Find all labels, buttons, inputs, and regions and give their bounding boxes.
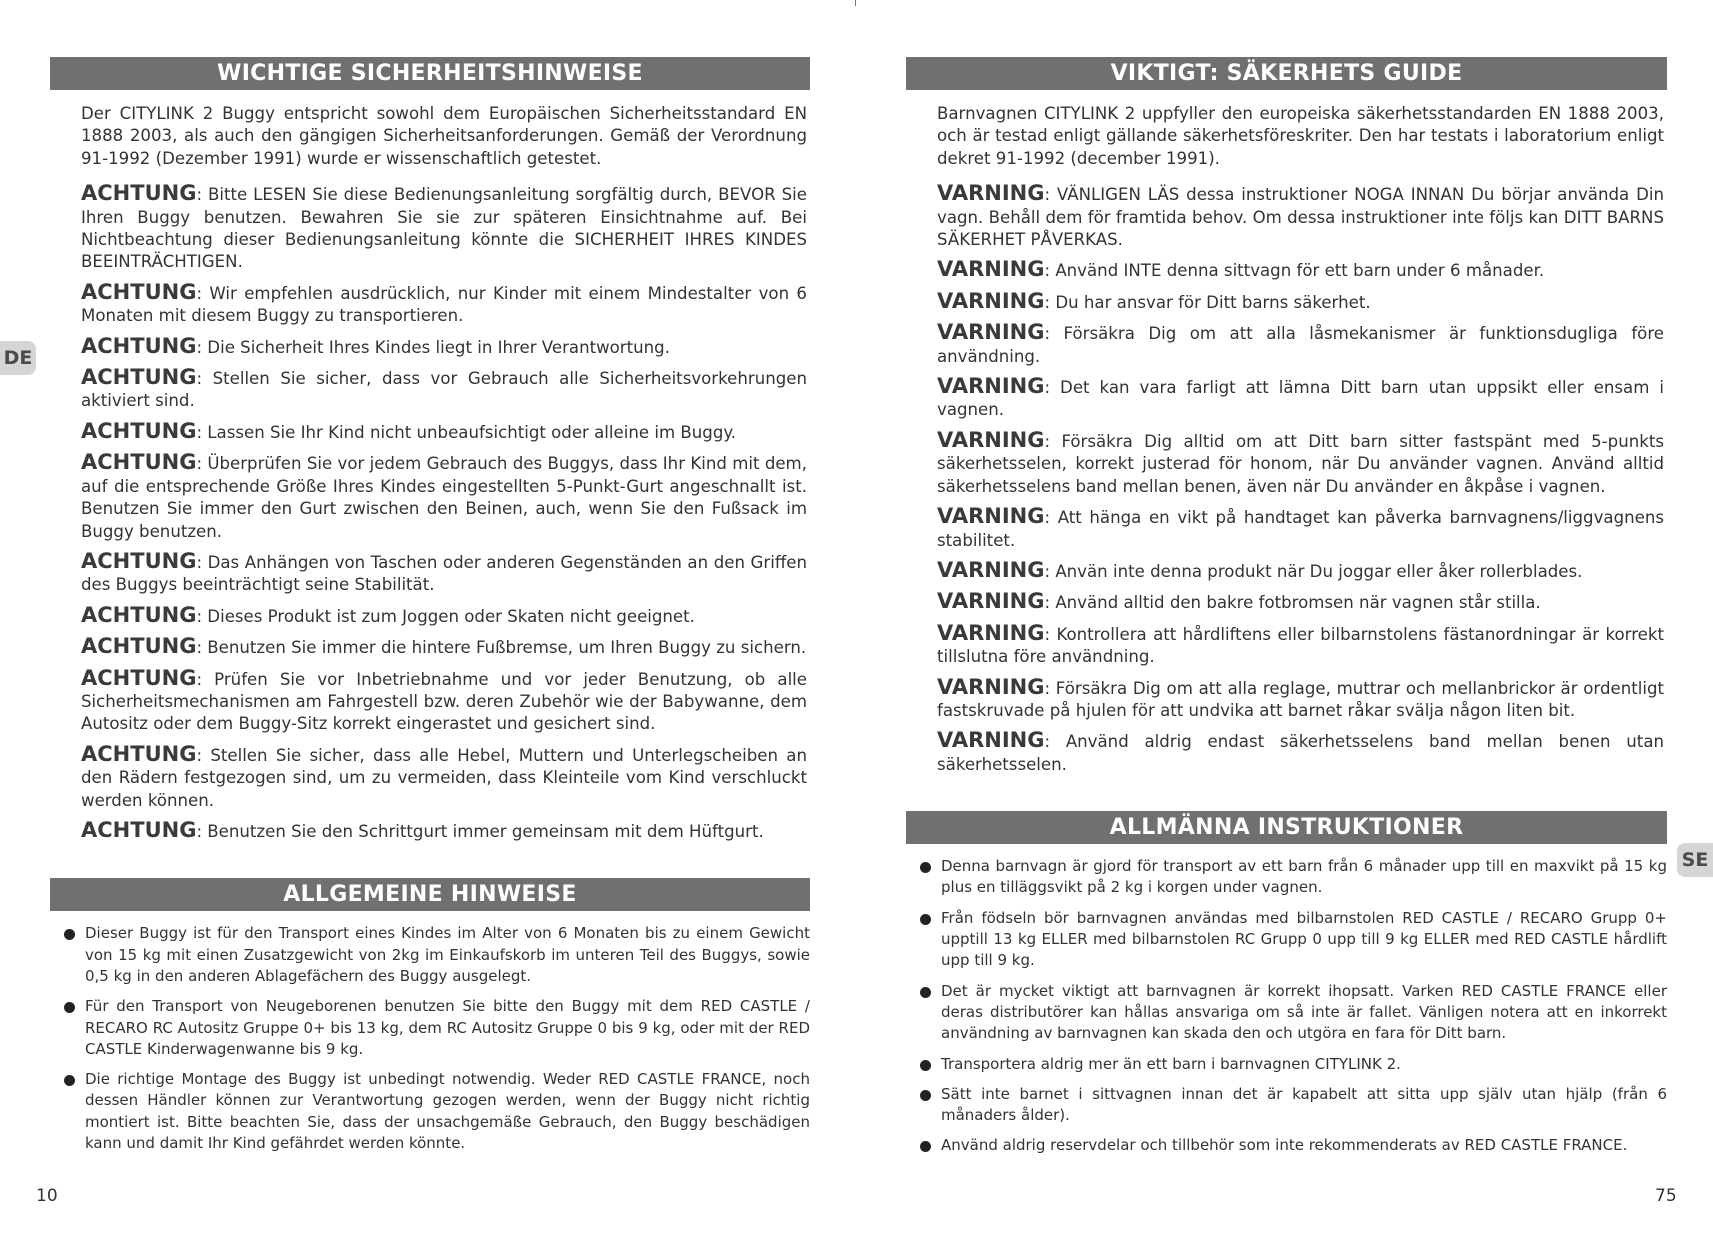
safety-content-de xyxy=(50,103,810,843)
bullet-icon xyxy=(920,1090,931,1101)
warning-item xyxy=(81,604,807,628)
warning-label: ACHTUNG xyxy=(81,279,197,304)
warning-text: : Det kan vara farligt att lämna Ditt barn utan uppsikt eller ensam i vagnen. xyxy=(937,378,1664,420)
warning-label: ACHTUNG xyxy=(81,634,197,659)
warning-text: : Använd alltid den bakre fotbromsen när vagnen står stilla. xyxy=(1044,593,1541,613)
warning-item xyxy=(937,505,1664,552)
warning-item xyxy=(81,819,807,843)
warning-text: : Försäkra Dig om att alla låsmekanismer är funktionsdugliga före användning. xyxy=(937,324,1664,366)
warning-text: : Kontrollera att hårdliftens eller bilbarnstolens fästanordningar är korrekt tillslutna före användning. xyxy=(937,624,1664,667)
general-header-de: ALLGEMEINE HINWEISE xyxy=(50,878,810,911)
warning-text: : Att hänga en vikt på handtaget kan påverka barnvagnens/liggvagnens stabilitet. xyxy=(937,508,1664,550)
bullet-icon xyxy=(64,929,75,940)
list-item xyxy=(64,1069,810,1154)
warning-text: : VÄNLIGEN LÄS dessa instruktioner NOGA INNAN Du börjar använda Din vagn. Behåll dem för framtida behov. Om dessa instruktioner inte följs kan DITT BARNS SÄKERHET PÅVERKAS. xyxy=(937,185,1664,250)
warning-text: : Stellen Sie sicher, dass vor Gebrauch alle Sicherheitsvorkehrungen aktiviert sind. xyxy=(81,369,807,411)
warning-text: : Das Anhängen von Taschen oder anderen Gegenständen an den Griffen des Buggys beeinträchtigt seine Stabilität. xyxy=(81,552,807,595)
list-item-text: Sätt inte barnet i sittvagnen innan det är kapabelt att sitta upp själv utan hjälp (från 6 månaders ålder). xyxy=(941,1084,1667,1125)
right-page-column xyxy=(906,57,1667,1166)
warning-item xyxy=(81,182,807,274)
bullet-icon xyxy=(920,1141,931,1152)
warning-text: : Försäkra Dig alltid om att Ditt barn sitter fastspänt med 5-punkts säkerhetsselen, korrekt justerad för honom, när Du använder vagnen. Använd alltid säkerhetsselens band mellan benen, även när Du använder en åkpåse i vagnen. xyxy=(937,431,1664,496)
bullet-icon xyxy=(64,1002,75,1013)
warning-text: : Använd INTE denna sittvagn för ett barn under 6 månader. xyxy=(1044,261,1545,281)
warning-text: : Überprüfen Sie vor jedem Gebrauch des Buggys, dass Ihr Kind mit dem, auf die entsprechende Größe Ihres Kindes eingestellten 5-Punkt-Gurt angeschnallt ist. Benutzen Sie immer den Gurt zwischen den Beinen, auch, wenn Sie den Fußsack im Buggy benutzen. xyxy=(81,454,807,541)
page-number-left: 10 xyxy=(36,1186,58,1206)
warning-item xyxy=(937,375,1664,422)
warning-label: ACHTUNG xyxy=(81,365,197,390)
warning-label: VARNING xyxy=(937,257,1045,282)
left-page-column xyxy=(50,57,810,1163)
warning-text: : Benutzen Sie den Schrittgurt immer gemeinsam mit dem Hüftgurt. xyxy=(196,821,764,841)
warning-item xyxy=(937,622,1664,669)
intro-paragraph-se: Barnvagnen CITYLINK 2 uppfyller den europeiska säkerhetsstandarden EN 1888 2003, och är testad enligt gällande säkerhetsföreskriter. Den har testats i laboratorium enligt dekret 91-1992 (december 1991). xyxy=(937,104,1664,168)
warning-label: VARNING xyxy=(937,674,1045,699)
warning-item xyxy=(937,290,1664,314)
warning-text: : Lassen Sie Ihr Kind nicht unbeaufsichtigt oder alleine im Buggy. xyxy=(196,422,737,442)
warning-item xyxy=(937,258,1664,282)
bullet-icon xyxy=(920,914,931,925)
list-item-text: Denna barnvagn är gjord för transport av ett barn från 6 månader upp till en maxvikt på 15 kg plus en tilläggsvikt på 2 kg i korgen under vagnen. xyxy=(941,857,1667,897)
warning-label: VARNING xyxy=(937,427,1045,452)
warning-label: ACHTUNG xyxy=(81,548,197,573)
list-item xyxy=(920,981,1667,1045)
bullet-icon xyxy=(920,862,931,873)
warning-text: : Försäkra Dig om att alla reglage, muttrar och mellanbrickor är ordentligt fastskruvade på hjulen för att undvika att barnet råkar svälja någon liten bit. xyxy=(937,678,1664,720)
list-item-text: Använd aldrig reservdelar och tillbehör som inte rekommenderats av RED CASTLE FRANCE. xyxy=(941,1136,1628,1155)
list-item-text: Transportera aldrig mer än ett barn i barnvagnen CITYLINK 2. xyxy=(941,1054,1401,1073)
warning-label: ACHTUNG xyxy=(81,450,197,475)
warning-item xyxy=(937,729,1664,776)
warning-text: : Bitte LESEN Sie diese Bedienungsanleitung sorgfältig durch, BEVOR Sie Ihren Buggy benutzen. Bewahren Sie sie zur späteren Einsichtnahme auf. Bei Nichtbeachtung dieser Bedienungsanleitung könnte die SICHERHEIT IHRES KINDES BEEINTRÄCHTIGEN. xyxy=(81,185,807,272)
list-item xyxy=(920,856,1667,899)
bullet-icon xyxy=(64,1075,75,1086)
list-item xyxy=(64,996,810,1060)
intro-paragraph-de: Der CITYLINK 2 Buggy entspricht sowohl dem Europäischen Sicherheitsstandard EN 1888 2003, als auch den gängigen Sicherheitsanforderungen. Gemäß der Verordnung 91-1992 (Dezember 1991) wurde er wissenschaftlich getestet. xyxy=(81,104,807,168)
language-tab-se: SE xyxy=(1677,843,1713,877)
warning-label: VARNING xyxy=(937,620,1045,645)
warning-item xyxy=(81,635,807,659)
warning-label: ACHTUNG xyxy=(81,665,197,690)
warning-item xyxy=(937,676,1664,723)
warning-label: VARNING xyxy=(937,504,1045,529)
warning-label: VARNING xyxy=(937,728,1045,753)
warning-label: ACHTUNG xyxy=(81,741,197,766)
list-item xyxy=(920,1054,1667,1075)
warning-list-de xyxy=(81,182,807,843)
list-item-text: Für den Transport von Neugeborenen benutzen Sie bitte den Buggy mit dem RED CASTLE / RECARO RC Autositz Gruppe 0+ bis 13 kg, dem RC Autositz Gruppe 0 bis 9 kg, oder mit der RED CASTLE Kinderwagenwanne bis 9 kg. xyxy=(85,997,810,1058)
list-item xyxy=(920,1084,1667,1127)
safety-content-se xyxy=(906,103,1667,776)
warning-label: ACHTUNG xyxy=(81,602,197,627)
warning-item xyxy=(937,429,1664,498)
warning-label: VARNING xyxy=(937,288,1045,313)
warning-text: : Använd aldrig endast säkerhetsselens band mellan benen utan säkerhetsselen. xyxy=(937,732,1664,774)
warning-text: : Wir empfehlen ausdrücklich, nur Kinder mit einem Mindestalter von 6 Monaten mit diesem Buggy zu transportieren. xyxy=(81,283,807,326)
warning-item xyxy=(937,590,1664,614)
warning-label: ACHTUNG xyxy=(81,333,197,358)
warning-item xyxy=(81,667,807,736)
warning-label: VARNING xyxy=(937,557,1045,582)
list-item xyxy=(64,923,810,987)
general-header-se: ALLMÄNNA INSTRUKTIONER xyxy=(906,811,1667,844)
list-item-text: Dieser Buggy ist für den Transport eines Kindes im Alter von 6 Monaten bis zu einem Gewicht von 15 kg mit einen Zusatzgewicht von 2kg im Einkaufskorb im unteren Teil des Buggys, sowie 0,5 kg in den anderen Ablagefächern des Buggy ausgelegt. xyxy=(85,924,810,985)
bullet-icon xyxy=(920,1060,931,1071)
general-list-de xyxy=(50,923,810,1154)
warning-item xyxy=(937,182,1664,251)
warning-item xyxy=(81,281,807,328)
warning-label: ACHTUNG xyxy=(81,418,197,443)
general-list-se xyxy=(906,856,1667,1157)
warning-item xyxy=(81,366,807,413)
warning-label: VARNING xyxy=(937,589,1045,614)
page-number-right: 75 xyxy=(1655,1186,1677,1206)
safety-header-se: VIKTIGT: SÄKERHETS GUIDE xyxy=(906,57,1667,90)
warning-item xyxy=(81,451,807,543)
language-tab-de: DE xyxy=(0,341,36,375)
warning-label: VARNING xyxy=(937,320,1045,345)
warning-item xyxy=(937,559,1664,583)
warning-item xyxy=(81,550,807,597)
list-item-text: Die richtige Montage des Buggy ist unbedingt notwendig. Weder RED CASTLE FRANCE, noch dessen Händler können zur Verantwortung gezogen werden, wenn der Buggy nicht richtig montiert ist. Bitte beachten Sie, dass der unsachgemäße Gebrauch, den Buggy beschädigen kann und damit Ihr Kind gefährdet werden könnte. xyxy=(85,1070,810,1153)
warning-list-se xyxy=(937,182,1664,776)
warning-item xyxy=(81,420,807,444)
list-item-text: Det är mycket viktigt att barnvagnen är korrekt ihopsatt. Varken RED CASTLE FRANCE eller deras distributörer kan hållas ansvariga om så inte är fallet. Vänligen notera att en inkorrekt användning av barnvagnen kan skada den och utgöra en fara för Ditt barn. xyxy=(941,981,1667,1043)
list-item xyxy=(920,908,1667,972)
warning-label: VARNING xyxy=(937,374,1045,399)
bullet-icon xyxy=(920,987,931,998)
warning-text: : Du har ansvar för Ditt barns säkerhet. xyxy=(1044,292,1371,312)
warning-text: : Stellen Sie sicher, dass alle Hebel, Muttern und Unterlegscheiben an den Rädern festgezogen sind, um zu vermeiden, dass Kleinteile vom Kind verschluckt werden können. xyxy=(81,745,807,810)
list-item-text: Från födseln bör barnvagnen användas med bilbarnstolen RED CASTLE / RECARO Grupp 0+ upptill 13 kg ELLER med bilbarnstolen RC Grupp 0 upp till 9 kg ELLER med RED CASTLE hårdlift upp till 9 kg. xyxy=(941,908,1667,970)
warning-text: : Dieses Produkt ist zum Joggen oder Skaten nicht geeignet. xyxy=(196,606,695,626)
warning-label: ACHTUNG xyxy=(81,817,197,842)
warning-label: VARNING xyxy=(937,181,1045,206)
warning-text: : Prüfen Sie vor Inbetriebnahme und vor jeder Benutzung, ob alle Sicherheitsmechanismen am Fahrgestell bzw. deren Zubehör wie der Babywanne, dem Autositz oder dem Buggy-Sitz korrekt eingerastet und gesichert sind. xyxy=(81,669,807,734)
warning-text: : Benutzen Sie immer die hintere Fußbremse, um Ihren Buggy zu sichern. xyxy=(196,638,807,658)
page-center-mark xyxy=(855,0,856,6)
warning-text: : Die Sicherheit Ihres Kindes liegt in Ihrer Verantwortung. xyxy=(196,337,670,357)
warning-label: ACHTUNG xyxy=(81,181,197,206)
safety-header-de: WICHTIGE SICHERHEITSHINWEISE xyxy=(50,57,810,90)
warning-item xyxy=(81,743,807,812)
warning-text: : Använ inte denna produkt när Du joggar eller åker rollerblades. xyxy=(1044,561,1583,581)
list-item xyxy=(920,1135,1667,1156)
warning-item xyxy=(81,335,807,359)
warning-item xyxy=(937,321,1664,368)
